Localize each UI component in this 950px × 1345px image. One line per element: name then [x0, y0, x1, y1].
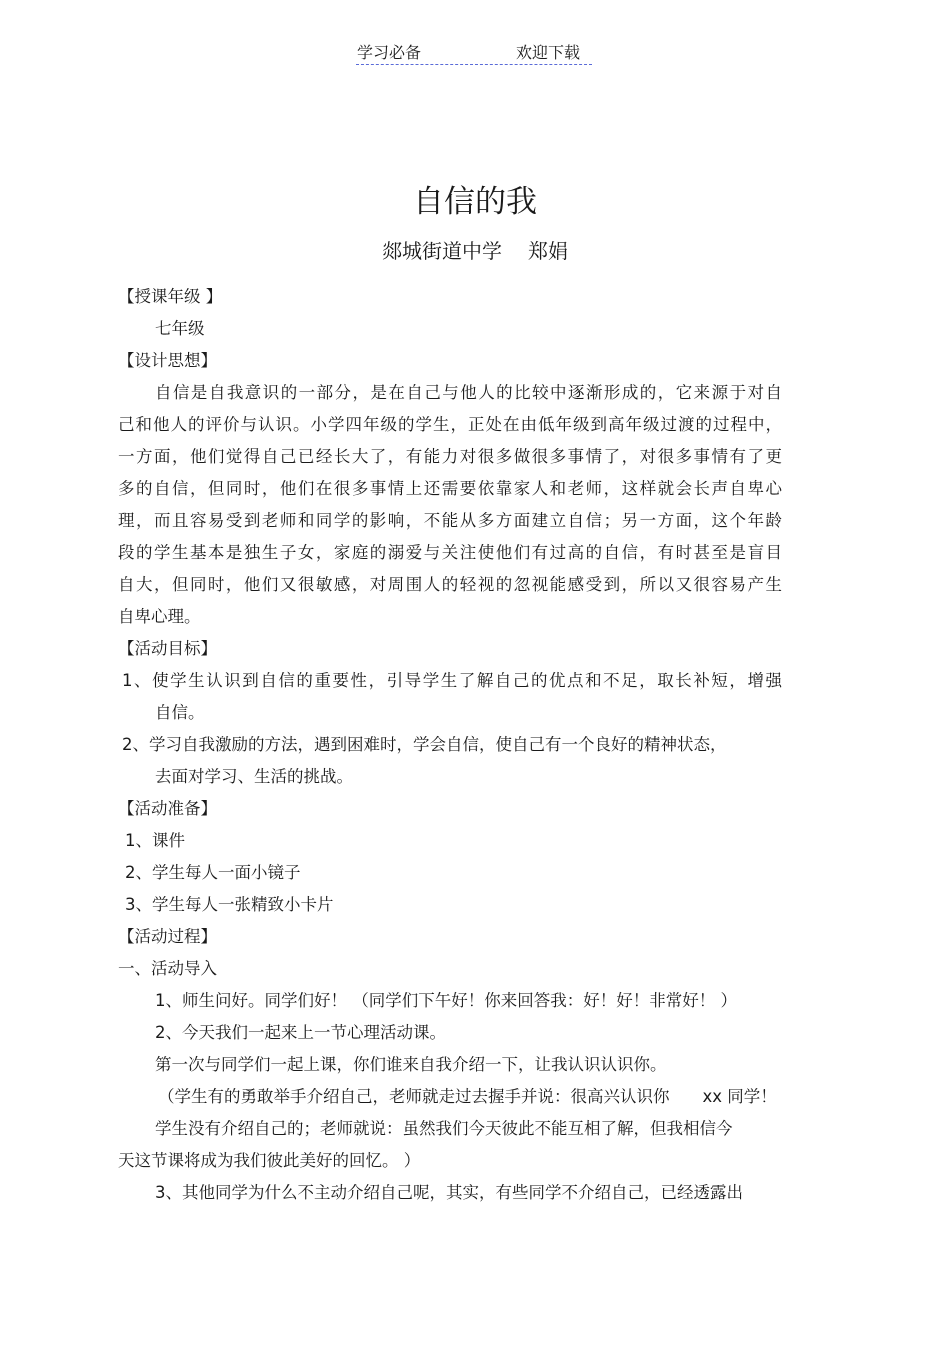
document-subtitle	[0, 236, 950, 266]
section-heading-grade: 【授课年级 】	[118, 287, 223, 306]
grade-value: 七年级	[155, 319, 205, 338]
goal-item-1: 1、使学生认识到自信的重要性，引导学生了解自己的优点和不足，取长补短，增强	[122, 671, 782, 690]
design-paragraph-line: 自卑心理。	[118, 607, 201, 626]
header-right-text: 欢迎下载	[516, 43, 581, 62]
process-part-heading: 一、活动导入	[118, 959, 217, 978]
design-paragraph-line: 一方面，他们觉得自己已经长大了，有能力对很多做很多事情了，对很多事情有了更	[118, 447, 782, 466]
design-paragraph-line: 己和他人的评价与认识。小学四年级的学生，正处在由低年级到高年级过渡的过程中，	[118, 415, 782, 434]
author-name: 郑娟	[528, 239, 568, 263]
design-paragraph-line: 多的自信，但同时，他们在很多事情上还需要依靠家人和老师，这样就会长声自卑心	[118, 479, 782, 498]
section-heading-prep: 【活动准备】	[118, 799, 217, 818]
process-line: 2、今天我们一起来上一节心理活动课。	[155, 1023, 446, 1042]
process-line: 天这节课将成为我们彼此美好的回忆。 ）	[118, 1151, 421, 1170]
design-paragraph-line: 段的学生基本是独生子女，家庭的溺爱与关注使他们有过高的自信，有时甚至是盲目	[118, 543, 782, 562]
process-line: 第一次与同学们一起上课，你们谁来自我介绍一下，让我认识认识你。	[155, 1055, 667, 1074]
design-paragraph-line: 自大，但同时，他们又很敏感，对周围人的轻视的忽视能感受到，所以又很容易产生	[118, 575, 782, 594]
page-header	[356, 42, 592, 65]
header-left-text: 学习必备	[357, 43, 422, 62]
school-name: 郯城街道中学	[382, 239, 502, 263]
goal-item-2-continued: 去面对学习、生活的挑战。	[155, 767, 353, 786]
process-line: 学生没有介绍自己的；老师就说：虽然我们今天彼此不能互相了解，但我相信今	[155, 1119, 733, 1138]
design-paragraph-line: 理，而且容易受到老师和同学的影响，不能从多方面建立自信；另一方面，这个年龄	[118, 511, 782, 530]
section-heading-goals: 【活动目标】	[118, 639, 217, 658]
design-paragraph-line: 自信是自我意识的一部分，是在自己与他人的比较中逐渐形成的，它来源于对自	[155, 383, 782, 402]
section-heading-process: 【活动过程】	[118, 927, 217, 946]
prep-item: 3、学生每人一张精致小卡片	[125, 895, 334, 914]
prep-item: 1、课件	[125, 831, 185, 850]
section-heading-design: 【设计思想】	[118, 351, 217, 370]
process-line: （学生有的勇敢举手介绍自己，老师就走过去握手并说：很高兴认识你 xx 同学！	[158, 1087, 777, 1106]
process-line: 3、其他同学为什么不主动介绍自己呢，其实，有些同学不介绍自己，已经透露出	[155, 1183, 743, 1202]
document-title: 自信的我	[413, 184, 537, 220]
goal-item-1-continued: 自信。	[155, 703, 205, 722]
prep-item: 2、学生每人一面小镜子	[125, 863, 301, 882]
process-line: 1、师生问好。同学们好！ （同学们下午好！你来回答我：好！好！非常好！ ）	[155, 991, 737, 1010]
goal-item-2: 2、学习自我激励的方法，遇到困难时，学会自信，使自己有一个良好的精神状态，	[122, 735, 727, 754]
